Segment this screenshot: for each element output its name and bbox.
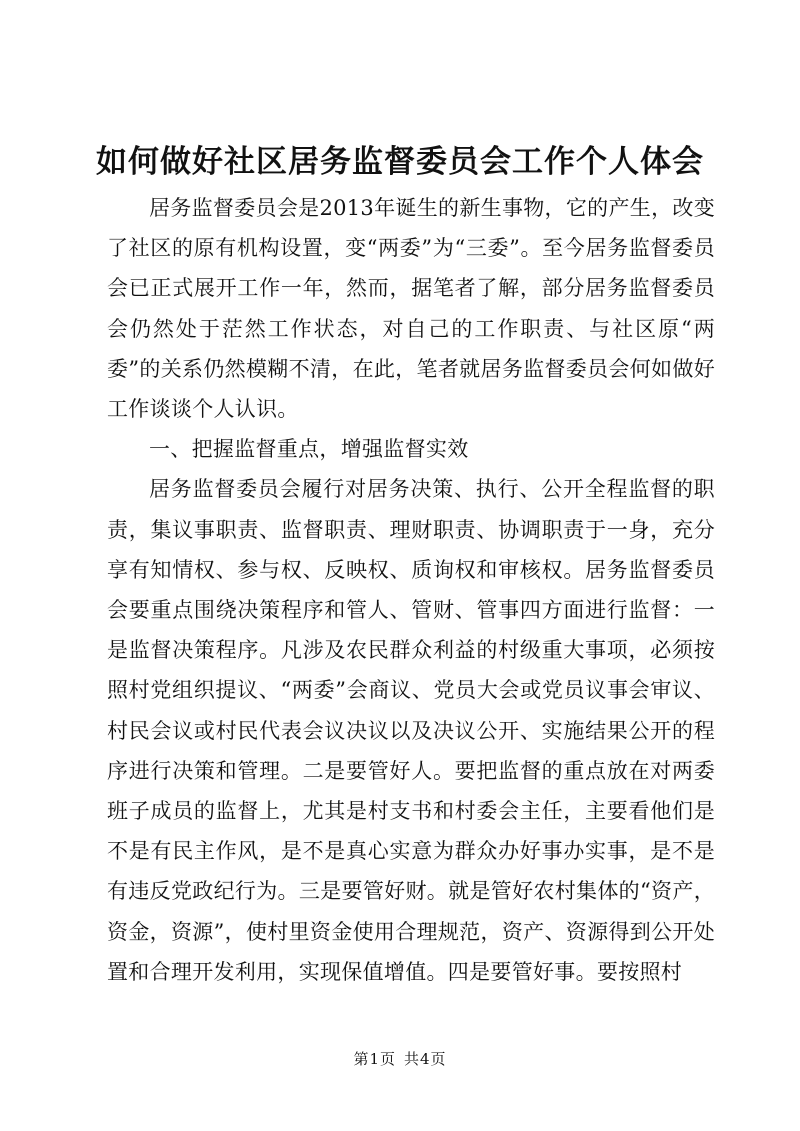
page-total: 共4页 [404,1050,447,1068]
document-body [107,188,715,992]
body-paragraph: 居务监督委员会履行对居务决策、执行、公开全程监督的职责，集议事职责、监督职责、理财职责、协调职责于一身，充分享有知情权、参与权、反映权、质询权和审核权。居务监督委员会要重点围绕决策程序和管人、管财、管事四方面进行监督：一是监督决策程序。凡涉及农民群众利益的村级重大事项，必须按照村党组织提议、“两委”会商议、党员大会或党员议事会审议、村民会议或村民代表会议决议以及决议公开、实施结果公开的程序进行决策和管理。二是要管好人。要把监督的重点放在对两委班子成员的监督上，尤其是村支书和村委会主任，主要看他们是不是有民主作风，是不是真心实意为群众办好事办实事，是不是有违反党政纪行为。三是要管好财。就是管好农村集体的“资产，资金，资源”，使村里资金使用合理规范，资产、资源得到公开处置和合理开发利用，实现保值增值。四是要管好事。要按照村 [107,477,715,984]
page-number: 第1页 [353,1050,396,1068]
document-title: 如何做好社区居务监督委员会工作个人体会 [96,144,704,180]
intro-paragraph: 居务监督委员会是2013年诞生的新生事物，它的产生，改变了社区的原有机构设置，变“两委”为“三委”。至今居务监督委员会已正式展开工作一年，然而，据笔者了解，部分居务监督委员会仍然处于茫然工作状态，对自己的工作职责、与社区原“两委”的关系仍然模糊不清，在此，笔者就居务监督委员会何如做好工作谈谈个人认识。 [107,196,715,422]
page-footer [0,1049,800,1069]
section-heading: 一、把握监督重点，增强监督实效 [149,437,469,462]
